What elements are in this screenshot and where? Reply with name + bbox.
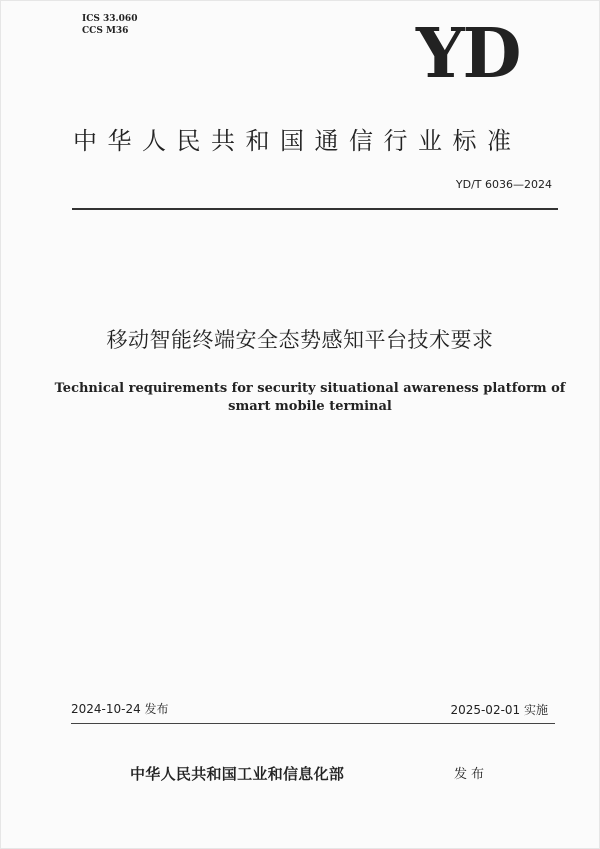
issue-label: 发布 [454,767,489,782]
header-divider [72,208,558,210]
classification-codes [82,13,137,37]
implement-date: 2025-02-01 实施 [450,703,548,717]
publish-date: 2024-10-24 发布 [71,702,169,716]
footer-divider [71,723,555,724]
ccs-code: CCS M36 [82,26,129,36]
ics-code: ICS 33.060 [82,14,138,24]
standard-code: YD/T 6036—2024 [455,178,552,191]
issuing-authority: 中华人民共和国工业和信息化部 [130,765,345,783]
yd-logo: YD [416,14,520,94]
title-english: Technical requirements for security situational awareness platform of smart mobile terminal [54,381,566,414]
title-chinese: 移动智能终端安全态势感知平台技术要求 [106,328,494,352]
standard-name: 中华人民共和国通信行业标准 [73,127,522,155]
